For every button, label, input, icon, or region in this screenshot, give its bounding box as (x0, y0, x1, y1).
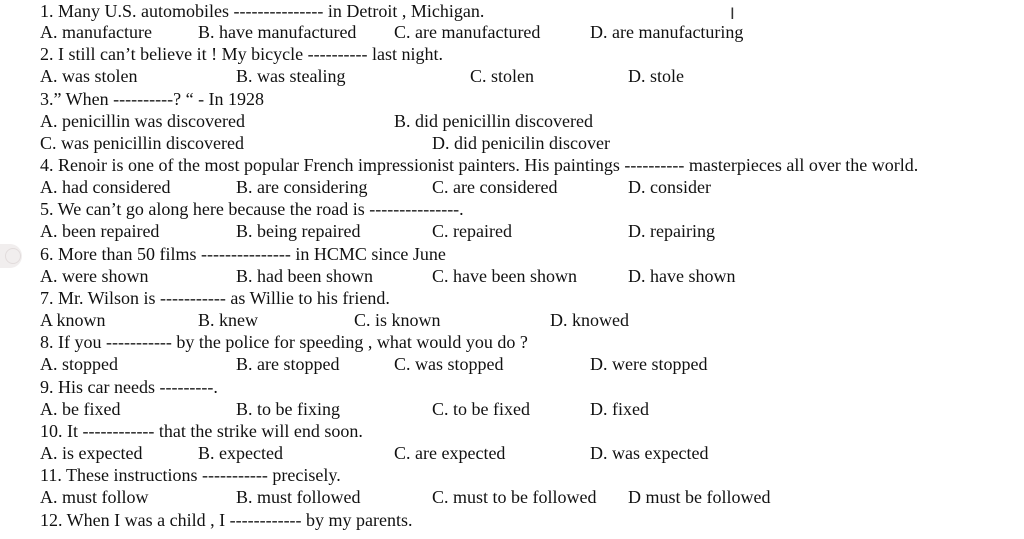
option-b: B. must followed (236, 487, 361, 507)
question-1-options (0, 21, 1024, 43)
question-6-options (0, 265, 1024, 287)
option-c: C. have been shown (432, 266, 577, 286)
question-12-stem (0, 509, 1024, 531)
question-3-stem (0, 88, 1024, 110)
question-8-options (0, 353, 1024, 375)
question-5-stem (0, 198, 1024, 220)
option-d: D. consider (628, 177, 711, 197)
option-c: C. was stopped (394, 354, 504, 374)
option-b: B. did penicillin discovered (394, 111, 593, 131)
question-text: 1. Many U.S. automobiles --------------- in Detroit , Michigan. (40, 1, 485, 21)
option-d: D. have shown (628, 266, 736, 286)
question-10-stem (0, 420, 1024, 442)
option-a: A. penicillin was discovered (40, 111, 245, 131)
question-text: 6. More than 50 films --------------- in HCMC since June (40, 244, 446, 264)
question-text: 5. We can’t go along here because the road is ---------------. (40, 199, 464, 219)
option-d: D. were stopped (590, 354, 708, 374)
question-text: 8. If you ----------- by the police for speeding , what would you do ? (40, 332, 528, 352)
question-8-stem (0, 331, 1024, 353)
option-b: B. to be fixing (236, 399, 340, 419)
option-c: C. to be fixed (432, 399, 530, 419)
question-9-options (0, 398, 1024, 420)
option-b: B. knew (198, 310, 258, 330)
option-c: C. are manufactured (394, 22, 541, 42)
option-b: B. are considering (236, 177, 368, 197)
question-text: 7. Mr. Wilson is ----------- as Willie to his friend. (40, 288, 390, 308)
question-7-options (0, 309, 1024, 331)
option-b: B. have manufactured (198, 22, 357, 42)
option-c: C. are considered (432, 177, 558, 197)
question-text: 4. Renoir is one of the most popular French impressionist painters. His paintings ---------- masterpieces all over the world. (40, 155, 919, 175)
option-a: A. is expected (40, 443, 143, 463)
option-b: B. had been shown (236, 266, 373, 286)
question-7-stem (0, 287, 1024, 309)
question-10-options (0, 442, 1024, 464)
question-2-options (0, 65, 1024, 87)
option-d: D. knowed (550, 310, 629, 330)
option-c: C. stolen (470, 66, 535, 86)
question-3-options-row-2 (0, 132, 1024, 154)
option-a: A known (40, 310, 106, 330)
option-d: D must be followed (628, 487, 771, 507)
option-a: A. must follow (40, 487, 149, 507)
option-b: B. are stopped (236, 354, 340, 374)
question-text: 9. His car needs ---------. (40, 377, 218, 397)
option-d: D. fixed (590, 399, 649, 419)
option-d: D. are manufacturing (590, 22, 744, 42)
question-text: 2. I still can’t believe it ! My bicycle ---------- last night. (40, 44, 444, 64)
question-text: 3.” When ----------? “ - In 1928 (40, 89, 265, 109)
option-d: D. did penicilin discover (432, 133, 610, 153)
option-c: C. repaired (432, 221, 512, 241)
text-cursor-icon: I (730, 4, 735, 23)
option-b: B. being repaired (236, 221, 361, 241)
question-11-options (0, 486, 1024, 508)
question-1-stem (0, 0, 1024, 22)
option-d: D. was expected (590, 443, 709, 463)
question-text: 12. When I was a child , I ------------ by my parents. (40, 510, 413, 530)
option-c: C. was penicillin discovered (40, 133, 244, 153)
option-a: A. be fixed (40, 399, 121, 419)
option-a: A. was stolen (40, 66, 138, 86)
option-d: D. stole (628, 66, 684, 86)
question-5-options (0, 220, 1024, 242)
option-c: C. are expected (394, 443, 506, 463)
question-11-stem (0, 464, 1024, 486)
question-3-options-row-1 (0, 110, 1024, 132)
option-a: A. were shown (40, 266, 149, 286)
question-2-stem (0, 43, 1024, 65)
option-a: A. had considered (40, 177, 171, 197)
question-9-stem (0, 376, 1024, 398)
option-a: A. been repaired (40, 221, 160, 241)
option-a: A. stopped (40, 354, 118, 374)
option-c: C. must to be followed (432, 487, 597, 507)
question-4-stem (0, 154, 1024, 176)
option-a: A. manufacture (40, 22, 152, 42)
question-6-stem (0, 243, 1024, 265)
question-text: 11. These instructions ----------- precisely. (40, 465, 341, 485)
option-d: D. repairing (628, 221, 715, 241)
option-c: C. is known (354, 310, 441, 330)
option-b: B. expected (198, 443, 283, 463)
option-b: B. was stealing (236, 66, 346, 86)
question-text: 10. It ------------ that the strike will end soon. (40, 421, 363, 441)
question-4-options (0, 176, 1024, 198)
